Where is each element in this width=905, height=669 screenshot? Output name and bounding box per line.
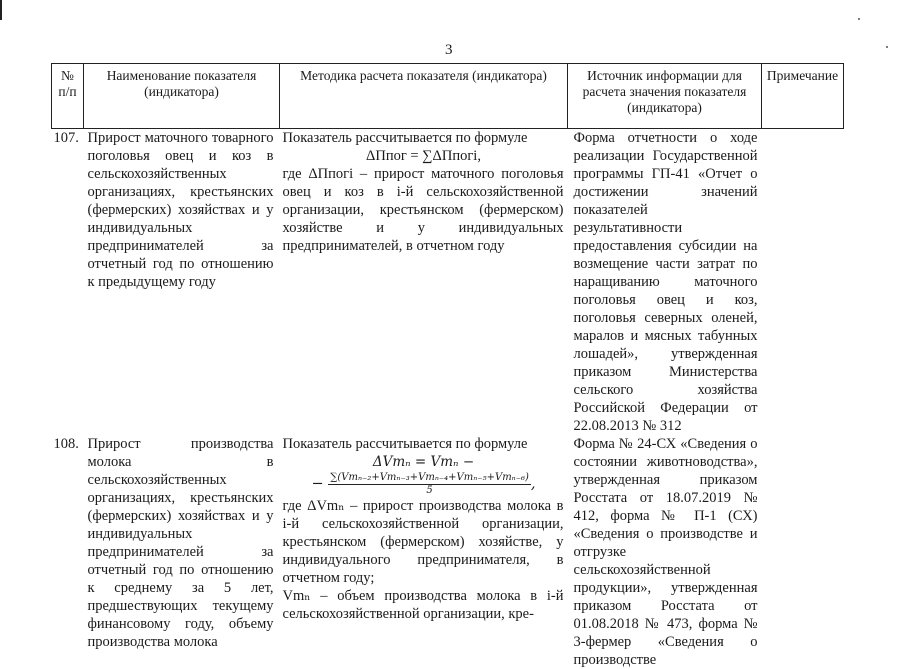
row-note-cell <box>762 129 844 436</box>
row-method-cell <box>280 435 568 669</box>
method-formula-fraction <box>280 471 568 497</box>
source-text: Форма № 24-СХ «Сведения о состоянии животноводства», утвержденная приказом Росстата от 18.07.2019 № 412, форма № П-1 (СХ) «Сведения о производстве и отгрузке сельскохозяйственной продукции», утвержденная приказом Росстата от 01.08.2018 № 473, форма № 3-фермер «Сведения о производстве <box>573 436 758 668</box>
header-method: Методика расчета показателя (индикатора) <box>280 64 568 129</box>
row-source-cell <box>568 129 762 436</box>
row-name-cell <box>84 129 280 436</box>
table-row <box>52 129 844 436</box>
row-name-cell <box>84 435 280 669</box>
method-description-2: Vmₙ – объем производства молока в i-й сельскохозяйственной организации, кре- <box>282 588 564 622</box>
minus-sign: − <box>311 476 324 492</box>
table-row <box>52 435 844 669</box>
header-name: Наименование показателя (индикатора) <box>84 64 280 129</box>
indicator-name: Прирост маточного товарного поголовья овец и коз в сельскохозяйственных организациях, крестьянских (фермерских) хозяйствах и у индивидуальных предпринимателей за отчетный год по отношению к предыдущему году <box>87 130 274 290</box>
row-num-cell <box>52 435 84 669</box>
indicator-name: Прирост производства молока в сельскохозяйственных организациях, крестьянских (фермерских) хозяйствах и у индивидуальных предпринимателей за отчетный год по отношению к среднему за 5 лет, предшествующих текущему финансовому году, объему производства молока <box>87 436 274 650</box>
row-number: 108. <box>53 436 79 452</box>
page-number: 3 <box>445 42 453 58</box>
indicator-table <box>51 63 844 669</box>
fraction-denominator: 5 <box>426 485 433 496</box>
method-intro: Показатель рассчитывается по формуле <box>282 436 528 452</box>
method-formula: ΔПпог = ∑ΔПпогi, <box>366 148 481 164</box>
comma: , <box>530 476 536 492</box>
source-text: Форма отчетности о ходе реализации Государственной программы ГП-41 «Отчет о достижении значений показателей результативности предоставления субсидии на возмещение части затрат по наращиванию маточного поголовья овец и коз, поголовья северных оленей, маралов и мясных табунных лошадей», утвержденная приказом Министерства сельского хозяйства Российской Федерации от 22.08.2013 № 312 <box>573 130 758 434</box>
scan-speck <box>886 46 888 48</box>
table-header-row <box>52 64 844 129</box>
method-description: где ΔVmₙ – прирост производства молока в i-й сельскохозяйственной организации, крестьянском (фермерском) хозяйстве, у индивидуального предпринимателя, в отчетном году; <box>282 498 564 586</box>
fraction <box>328 471 531 497</box>
row-note-cell <box>762 435 844 669</box>
row-method-cell <box>280 129 568 436</box>
scan-edge-mark <box>0 0 2 20</box>
method-intro: Показатель рассчитывается по формуле <box>282 130 528 146</box>
header-num: № п/п <box>52 64 84 129</box>
header-source: Источник информации для расчета значения показателя (индикатора) <box>568 64 762 129</box>
fraction-numerator: ∑(Vmₙ₋₂+Vmₙ₋₃+Vmₙ₋₄+Vmₙ₋₅+Vmₙ₋₆) <box>330 472 529 483</box>
row-number: 107. <box>53 130 79 146</box>
header-note: Примечание <box>762 64 844 129</box>
method-formula-main: ΔVmₙ = Vmₙ − <box>372 454 475 470</box>
method-description: где ΔПпогi – прирост маточного поголовья овец и коз в i-й сельскохозяйственной организации, крестьянском (фермерском) хозяйстве и у индивидуальных предпринимателей, в отчетном году <box>282 166 564 254</box>
row-source-cell <box>568 435 762 669</box>
scan-speck <box>858 18 860 20</box>
row-num-cell <box>52 129 84 436</box>
